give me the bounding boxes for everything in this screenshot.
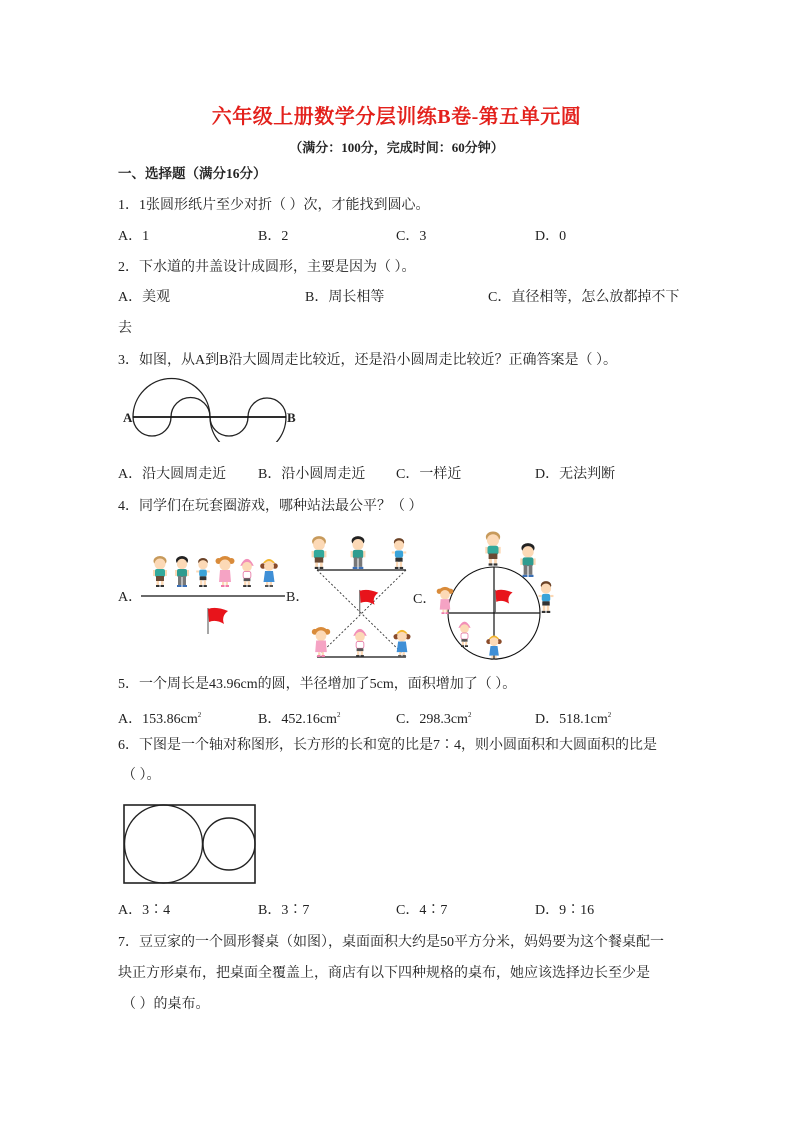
question-6-option-c: C．4∶7 [396,903,448,918]
question-2-option-c-wrap: 去 [118,321,132,336]
question-6-figure-rectangle-circles [118,800,263,890]
question-2-option-b: B．周长相等 [305,290,385,305]
question-1-option-a: A．1 [118,229,150,244]
point-b-label: B [287,410,296,425]
question-3-option-c: C．一样近 [396,467,462,482]
large-circle [125,805,203,883]
question-5-stem: 5．一个周长是43.96cm的圆，半径增加了5cm，面积增加了（ ）。 [118,677,517,692]
child-figure [485,532,500,566]
child-figure [153,556,167,587]
question-4-stem: 4．同学们在玩套圈游戏，哪种站法最公平？（ ） [118,499,423,514]
small-circle [203,818,255,870]
question-2-stem: 2．下水道的井盖设计成圆形，主要是因为（ ）。 [118,260,416,275]
question-3-option-a: A．沿大圆周走近 [118,467,227,482]
option-b-label: B． [286,590,310,605]
question-5-option-a [118,706,201,729]
child-figure [458,622,470,647]
question-2-option-c: C．直径相等，怎么放都掉不下 [488,290,680,305]
question-3-option-d: D．无法判断 [535,467,616,482]
superscript: 2 [197,711,202,719]
page-title: 六年级上册数学分层训练B卷-第五单元圆 [211,106,582,128]
point-a-label: A [123,410,133,425]
option-text: B．452.16cm [258,712,337,727]
option-b-two-rows-arrangement [286,536,411,657]
question-1-stem: 1．1张圆形纸片至少对折（ ）次，才能找到圆心。 [118,198,430,213]
child-figure [240,559,254,587]
child-figure [351,536,366,569]
rectangle [124,805,255,883]
question-1-option-b: B．2 [258,229,289,244]
superscript: 2 [467,711,472,719]
question-3-stem: 3．如图，从A到B沿大圆周走比较近，还是沿小圆周走比较近？正确答案是（ ）。 [118,353,617,368]
child-figure [175,556,189,587]
child-figure [312,536,327,569]
question-5-option-d [535,706,611,729]
child-figure [260,559,278,587]
page-subtitle: （满分：100分，完成时间：60分钟） [289,140,504,155]
question-6-stem-continued: （ ）。 [122,768,161,783]
child-figure [393,630,410,657]
question-6-option-a: A．3∶4 [118,903,171,918]
question-1-option-d: D．0 [535,229,567,244]
superscript: 2 [336,711,341,719]
question-5-option-c [396,706,471,729]
child-figure [196,558,210,587]
child-figure [216,556,235,587]
superscript: 2 [607,711,612,719]
option-a-label: A． [118,590,143,605]
question-6-stem: 6．下图是一个轴对称图形，长方形的长和宽的比是7∶4，则小圆面积和大圆面积的比是 [118,738,657,753]
child-figure [392,538,406,569]
question-5-option-b [258,706,340,729]
child-figure [353,629,367,657]
question-6-option-b: B．3∶7 [258,903,310,918]
question-2-option-a: A．美观 [118,290,171,305]
child-figure [539,581,554,613]
question-3-option-b: B．沿小圆周走近 [258,467,366,482]
question-6-option-d: D．9∶16 [535,903,595,918]
semicircle-arcs [133,379,286,443]
option-c-circle-arrangement [413,532,553,661]
question-4-figure-standing-arrangements [110,520,570,670]
red-flag-icon [495,590,512,612]
red-flag-icon [208,608,228,634]
question-3-figure-semicircle-paths [115,370,305,442]
option-text: A．153.86cm [118,712,198,727]
question-7-stem-line-3: （ ）的桌布。 [122,997,210,1012]
section-heading: 一、选择题（满分16分） [118,166,267,181]
option-a-line-arrangement [118,556,285,634]
option-text: C．298.3cm [396,712,468,727]
option-text: D．518.1cm [535,712,608,727]
child-figure [437,587,454,614]
question-7-stem-line-2: 块正方形桌布，把桌面全覆盖上，商店有以下四种规格的桌布，她应该选择边长至少是 [118,966,650,981]
question-7-stem-line-1: 7．豆豆家的一个圆形餐桌（如图），桌面面积大约是50平方分米，妈妈要为这个餐桌配一 [118,935,664,950]
child-figure [312,627,330,657]
child-figure [520,543,535,577]
red-flag-icon [360,590,379,614]
option-c-label: C． [413,592,437,607]
question-1-option-c: C．3 [396,229,427,244]
